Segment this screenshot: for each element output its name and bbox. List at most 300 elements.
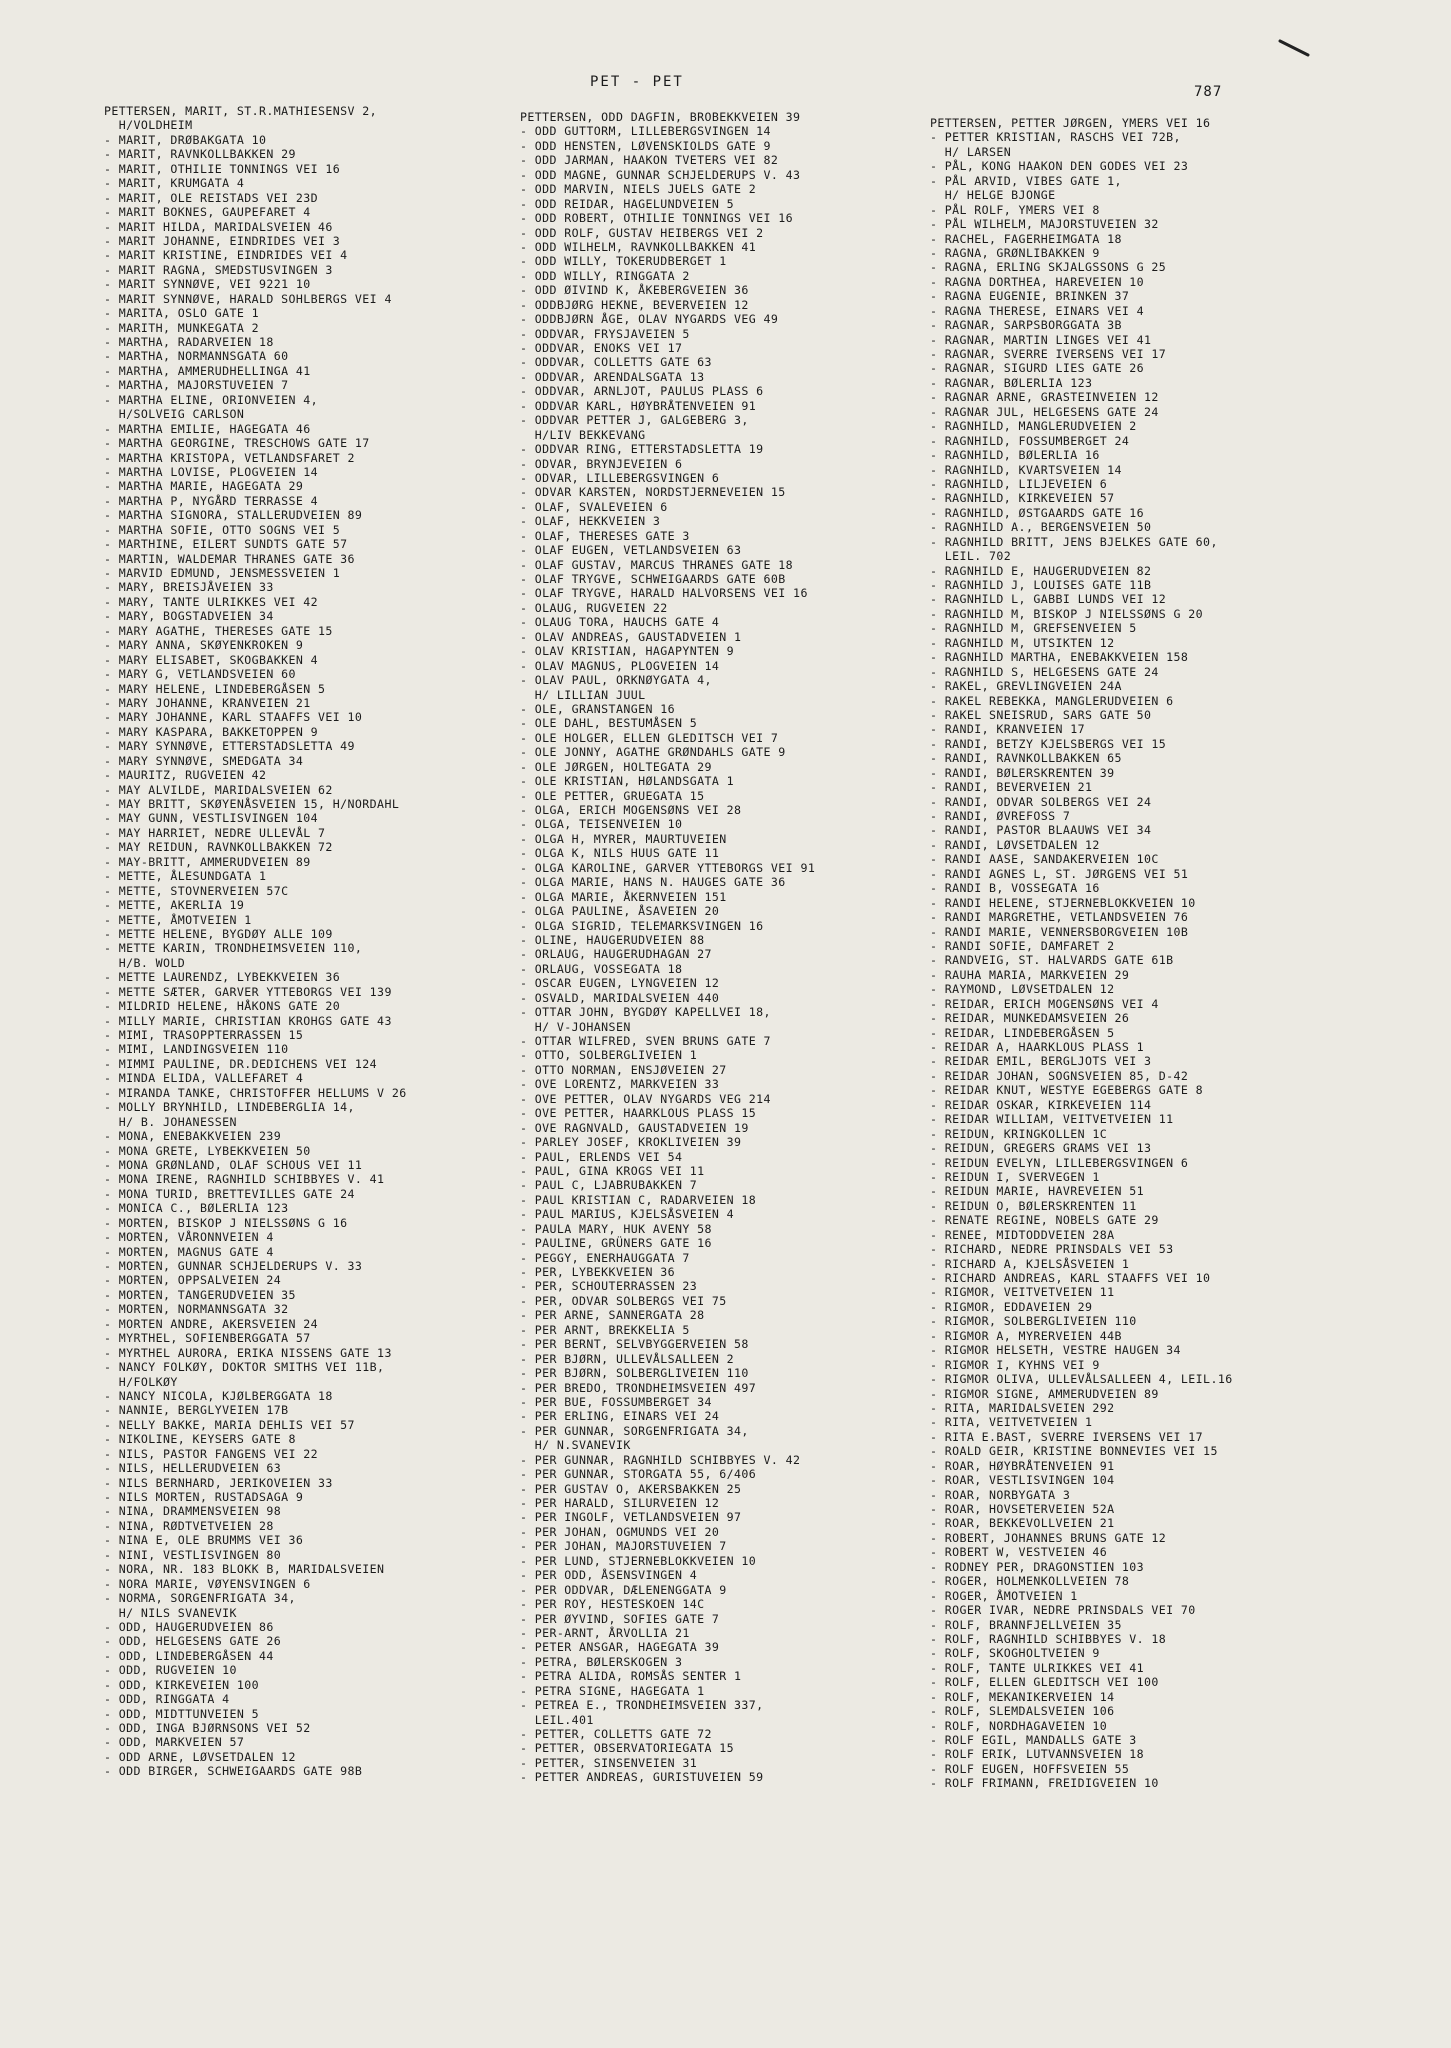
directory-entry: - ODD JARMAN, HAAKON TVETERS VEI 82 xyxy=(520,153,779,168)
directory-entry: - NINA E, OLE BRUMMS VEI 36 xyxy=(104,1533,304,1548)
directory-entry: - ROAR, HOVSETERVEIEN 52A xyxy=(930,1502,1115,1516)
directory-entry: - NILS BERNHARD, JERIKOVEIEN 33 xyxy=(104,1475,333,1490)
directory-entry: - MIMMI PAULINE, DR.DEDICHENS VEI 124 xyxy=(104,1056,378,1071)
directory-entry: - NILS, PASTOR FANGENS VEI 22 xyxy=(104,1446,319,1461)
directory-entry: - PETTER KRISTIAN, RASCHS VEI 72B, xyxy=(930,130,1181,145)
directory-entry: - OLE PETTER, GRUEGATA 15 xyxy=(520,788,705,803)
directory-entry: - NORMA, SORGENFRIGATA 34, xyxy=(104,1591,296,1606)
directory-entry: - ROGER IVAR, NEDRE PRINSDALS VEI 70 xyxy=(930,1603,1196,1618)
directory-entry: - MARIT SYNNØVE, HARALD SOHLBERGS VEI 4 xyxy=(104,291,392,306)
directory-entry: - RIGMOR SIGNE, AMMERUDVEIEN 89 xyxy=(930,1386,1159,1401)
directory-entry: PETTERSEN, ODD DAGFIN, BROBEKKVEIEN 39 xyxy=(520,110,801,124)
directory-entry: - NINA, DRAMMENSVEIEN 98 xyxy=(104,1504,282,1519)
directory-entry: H/FOLKØY xyxy=(104,1374,178,1389)
directory-entry: - RIGMOR, VEITVETVEIEN 11 xyxy=(930,1285,1115,1300)
directory-entry: - RAGNA DORTHEA, HAREVEIEN 10 xyxy=(930,274,1145,289)
directory-entry: - RIGMOR, EDDAVEIEN 29 xyxy=(930,1299,1093,1314)
directory-entry: - RAGNHILD, ØSTGAARDS GATE 16 xyxy=(930,505,1145,520)
directory-entry: - MORTEN, NORMANNSGATA 32 xyxy=(104,1302,289,1317)
directory-entry: - PER JOHAN, MAJORSTUVEIEN 7 xyxy=(520,1539,727,1554)
directory-entry: - RAGNHILD, BØLERLIA 16 xyxy=(930,448,1100,463)
directory-entry: - ROLF ERIK, LUTVANNSVEIEN 18 xyxy=(930,1747,1145,1762)
directory-entry: - PÅL ROLF, YMERS VEI 8 xyxy=(930,202,1100,217)
directory-entry: - PER ARNT, BREKKELIA 5 xyxy=(520,1322,690,1337)
directory-entry: H/ LARSEN xyxy=(930,144,1012,159)
directory-entry: - ODDVAR, FRYSJAVEIEN 5 xyxy=(520,326,690,341)
directory-entry: - ODDBJØRG HEKNE, BEVERVEIEN 12 xyxy=(520,297,749,312)
directory-entry: - ODD ROLF, GUSTAV HEIBERGS VEI 2 xyxy=(520,225,764,240)
directory-entry: - ODDVAR, ARENDALSGATA 13 xyxy=(520,369,705,384)
directory-entry: - RANDI, LØVSETDALEN 12 xyxy=(930,837,1100,852)
directory-entry: - MARIT, RAVNKOLLBAKKEN 29 xyxy=(104,147,296,162)
directory-entry: - OLAV PAUL, ORKNØYGATA 4, xyxy=(520,673,712,688)
directory-entry: - RAGNHILD, KIRKEVEIEN 57 xyxy=(930,491,1115,506)
directory-entry: - NINI, VESTLISVINGEN 80 xyxy=(104,1547,282,1562)
directory-entry: - MARTHA KRISTOPA, VETLANDSFARET 2 xyxy=(104,450,355,465)
directory-entry: - ROAR, NORBYGATA 3 xyxy=(930,1487,1071,1502)
directory-entry: H/VOLDHEIM xyxy=(104,118,193,133)
directory-entry: H/ V-JOHANSEN xyxy=(520,1019,631,1034)
directory-entry: - RAGNHILD M, GREFSENVEIEN 5 xyxy=(930,621,1137,636)
directory-entry: - RITA, MARIDALSVEIEN 292 xyxy=(930,1400,1115,1415)
directory-entry: - ODD, RINGGATA 4 xyxy=(104,1692,230,1707)
directory-entry: - PAUL, ERLENDS VEI 54 xyxy=(520,1149,683,1164)
directory-entry: - PEGGY, ENERHAUGGATA 7 xyxy=(520,1250,690,1265)
directory-entry: LEIL.401 xyxy=(520,1712,594,1727)
directory-entry: - RODNEY PER, DRAGONSTIEN 103 xyxy=(930,1559,1145,1574)
running-head: PET - PET xyxy=(590,74,684,90)
directory-entry: - OLAF GUSTAV, MARCUS THRANES GATE 18 xyxy=(520,557,794,572)
directory-entry: - ROLF FRIMANN, FREIDIGVEIEN 10 xyxy=(930,1776,1159,1791)
directory-entry: - MORTEN ANDRE, AKERSVEIEN 24 xyxy=(104,1316,319,1331)
directory-entry: - PER BERNT, SELVBYGGERVEIEN 58 xyxy=(520,1337,749,1352)
directory-entry: - ODDVAR RING, ETTERSTADSLETTA 19 xyxy=(520,442,764,457)
directory-entry: - OTTO NORMAN, ENSJØVEIEN 27 xyxy=(520,1062,727,1077)
directory-entry: - NIKOLINE, KEYSERS GATE 8 xyxy=(104,1432,296,1447)
directory-entry: - MARTIN, WALDEMAR THRANES GATE 36 xyxy=(104,551,355,566)
directory-entry: - OLE JONNY, AGATHE GRØNDAHLS GATE 9 xyxy=(520,745,786,760)
directory-entry: - ODD GUTTORM, LILLEBERGSVINGEN 14 xyxy=(520,124,771,139)
directory-entry: - METTE, STOVNERVEIEN 57C xyxy=(104,883,289,898)
directory-entry: - PER, SCHOUTERRASSEN 23 xyxy=(520,1279,698,1294)
directory-entry: - OLE KRISTIAN, HØLANDSGATA 1 xyxy=(520,774,735,789)
directory-entry: - RANDVEIG, ST. HALVARDS GATE 61B xyxy=(930,953,1174,968)
directory-entry: - PAUL KRISTIAN C, RADARVEIEN 18 xyxy=(520,1192,757,1207)
directory-entry: - RAGNAR JUL, HELGESENS GATE 24 xyxy=(930,404,1159,419)
directory-entry: - PER BJØRN, ULLEVÅLSALLEEN 2 xyxy=(520,1351,735,1366)
directory-entry: - ROBERT, JOHANNES BRUNS GATE 12 xyxy=(930,1530,1167,1545)
directory-entry: - MARY ANNA, SKØYENKROKEN 9 xyxy=(104,638,304,653)
directory-entry: - REIDUN O, BØLERSKRENTEN 11 xyxy=(930,1198,1137,1213)
directory-entry: - ODD MAGNE, GUNNAR SCHJELDERUPS V. 43 xyxy=(520,167,801,182)
directory-entry: - MAY REIDUN, RAVNKOLLBAKKEN 72 xyxy=(104,840,333,855)
page-number: 787 xyxy=(1194,84,1223,100)
directory-entry: - RAGNAR, SVERRE IVERSENS VEI 17 xyxy=(930,347,1167,361)
directory-entry: - MARIT RAGNA, SMEDSTUSVINGEN 3 xyxy=(104,262,333,277)
directory-entry: - PETRA SIGNE, HAGEGATA 1 xyxy=(520,1683,705,1698)
directory-entry: - NANCY FOLKØY, DOKTOR SMITHS VEI 11B, xyxy=(104,1360,385,1375)
directory-entry: - RANDI SOFIE, DAMFARET 2 xyxy=(930,938,1115,953)
directory-entry: - RAGNHILD, LILJEVEIEN 6 xyxy=(930,476,1108,491)
directory-entry: - NANNIE, BERGLYVEIEN 17B xyxy=(104,1403,289,1418)
directory-entry: - MONA, ENEBAKKVEIEN 239 xyxy=(104,1129,282,1144)
directory-entry: - MARTHINE, EILERT SUNDTS GATE 57 xyxy=(104,537,348,552)
directory-entry: - MORTEN, GUNNAR SCHJELDERUPS V. 33 xyxy=(104,1259,363,1273)
directory-entry: - PER ERLING, EINARS VEI 24 xyxy=(520,1409,720,1424)
directory-entry: - OLAV MAGNUS, PLOGVEIEN 14 xyxy=(520,658,720,673)
directory-entry: - ODDVAR KARL, HØYBRÅTENVEIEN 91 xyxy=(520,398,757,413)
directory-entry: - PETER ANSGAR, HAGEGATA 39 xyxy=(520,1640,720,1655)
directory-entry: - OLGA MARIE, HANS N. HAUGES GATE 36 xyxy=(520,875,786,890)
directory-entry: - OLAF, THERESES GATE 3 xyxy=(520,528,690,543)
directory-entry: - RANDI HELENE, STJERNEBLOKKVEIEN 10 xyxy=(930,895,1196,910)
directory-entry: - REIDUN MARIE, HAVREVEIEN 51 xyxy=(930,1184,1145,1199)
directory-entry: - RAGNA, GRØNLIBAKKEN 9 xyxy=(930,245,1100,260)
directory-entry: - MARY SYNNØVE, SMEDGATA 34 xyxy=(104,753,304,768)
directory-entry: - ODD, HELGESENS GATE 26 xyxy=(104,1634,282,1649)
directory-entry: H/ LILLIAN JUUL xyxy=(520,687,646,702)
directory-entry: - MARTHA ELINE, ORIONVEIEN 4, xyxy=(104,392,319,407)
directory-entry: - RAGNHILD M, UTSIKTEN 12 xyxy=(930,635,1115,650)
directory-entry: - PER GUNNAR, SORGENFRIGATA 34, xyxy=(520,1423,749,1438)
directory-entry: - OLGA KAROLINE, GARVER YTTEBORGS VEI 91 xyxy=(520,860,816,875)
directory-entry: - MARIT HILDA, MARIDALSVEIEN 46 xyxy=(104,219,333,234)
directory-entry: - REIDAR, LINDEBERGÅSEN 5 xyxy=(930,1025,1115,1040)
directory-entry: - ROLF, ELLEN GLEDITSCH VEI 100 xyxy=(930,1675,1159,1690)
directory-entry: - ODVAR, BRYNJEVEIEN 6 xyxy=(520,456,683,471)
directory-entry: - ODD ARNE, LØVSETDALEN 12 xyxy=(104,1749,296,1764)
directory-entry: - NORA, NR. 183 BLOKK B, MARIDALSVEIEN xyxy=(104,1562,385,1577)
directory-entry: - RIGMOR OLIVA, ULLEVÅLSALLEEN 4, LEIL.16 xyxy=(930,1372,1233,1387)
directory-entry: - MARTHA, NORMANNSGATA 60 xyxy=(104,349,289,364)
directory-entry: - OVE RAGNVALD, GAUSTADVEIEN 19 xyxy=(520,1120,749,1135)
directory-entry: - RENATE REGINE, NOBELS GATE 29 xyxy=(930,1213,1159,1228)
directory-entry: - RAKEL SNEISRUD, SARS GATE 50 xyxy=(930,707,1152,722)
directory-entry: - ODD REIDAR, HAGELUNDVEIEN 5 xyxy=(520,196,735,211)
directory-entry: - MORTEN, MAGNUS GATE 4 xyxy=(104,1244,274,1259)
directory-entry: - RAGNHILD A., BERGENSVEIEN 50 xyxy=(930,520,1152,535)
directory-entry: - MORTEN, BISKOP J NIELSSØNS G 16 xyxy=(104,1215,348,1230)
directory-entry: - MARY, TANTE ULRIKKES VEI 42 xyxy=(104,594,319,609)
directory-entry: - RAGNHILD L, GABBI LUNDS VEI 12 xyxy=(930,592,1167,607)
directory-entry: - PER BUE, FOSSUMBERGET 34 xyxy=(520,1394,712,1409)
directory-entry: - MONICA C., BØLERLIA 123 xyxy=(104,1201,289,1216)
directory-entry: - METTE, AKERLIA 19 xyxy=(104,898,245,913)
directory-entry: - MIRANDA TANKE, CHRISTOFFER HELLUMS V 26 xyxy=(104,1085,407,1100)
directory-entry: - PETREA E., TRONDHEIMSVEIEN 337, xyxy=(520,1698,764,1713)
directory-entry: - MAY-BRITT, AMMERUDVEIEN 89 xyxy=(104,854,311,869)
directory-entry: - REIDAR OSKAR, KIRKEVEIEN 114 xyxy=(930,1097,1152,1112)
directory-entry: - REIDAR EMIL, BERGLJOTS VEI 3 xyxy=(930,1054,1152,1069)
directory-entry: - RANDI, ODVAR SOLBERGS VEI 24 xyxy=(930,794,1152,809)
directory-entry: - RAUHA MARIA, MARKVEIEN 29 xyxy=(930,967,1130,982)
directory-entry: - MIMI, LANDINGSVEIEN 110 xyxy=(104,1042,289,1057)
directory-entry: - REIDUN, GREGERS GRAMS VEI 13 xyxy=(930,1141,1152,1156)
column-2 xyxy=(520,110,920,1785)
directory-entry: - RAGNA THERESE, EINARS VEI 4 xyxy=(930,303,1145,318)
directory-entry: - MARIT BOKNES, GAUPEFARET 4 xyxy=(104,205,311,220)
directory-entry: - RAGNAR, SARPSBORGGATA 3B xyxy=(930,318,1122,333)
directory-entry: - ODD, MIDTTUNVEIEN 5 xyxy=(104,1706,259,1721)
directory-entry: - OLGA H, MYRER, MAURTUVEIEN xyxy=(520,831,727,846)
directory-entry: - PAUL C, LJABRUBAKKEN 7 xyxy=(520,1178,698,1193)
directory-entry: - PAUL, GINA KROGS VEI 11 xyxy=(520,1163,705,1178)
directory-entry: - MARTHA EMILIE, HAGEGATA 46 xyxy=(104,421,311,436)
directory-entry: - OLGA SIGRID, TELEMARKSVINGEN 16 xyxy=(520,918,764,933)
directory-entry: - ROAR, HØYBRÅTENVEIEN 91 xyxy=(930,1458,1115,1473)
directory-entry: - MARIT SYNNØVE, VEI 9221 10 xyxy=(104,277,311,292)
directory-entry: - ROLF, TANTE ULRIKKES VEI 41 xyxy=(930,1660,1145,1675)
directory-entry: - OTTO, SOLBERGLIVEIEN 1 xyxy=(520,1048,698,1063)
directory-entry: - MARTHA, MAJORSTUVEIEN 7 xyxy=(104,378,289,393)
directory-entry: - REIDAR KNUT, WESTYE EGEBERGS GATE 8 xyxy=(930,1083,1204,1098)
directory-entry: - MIMI, TRASOPPTERRASSEN 15 xyxy=(104,1028,304,1042)
directory-entry: - RAGNA EUGENIE, BRINKEN 37 xyxy=(930,289,1130,304)
directory-entry: - OLAV KRISTIAN, HAGAPYNTEN 9 xyxy=(520,644,735,659)
directory-entry: - MARIT, OLE REISTADS VEI 23D xyxy=(104,190,319,205)
directory-entry: - REIDUN I, SVERVEGEN 1 xyxy=(930,1169,1100,1184)
directory-entry: - METTE LAURENDZ, LYBEKKVEIEN 36 xyxy=(104,970,341,985)
directory-entry: - RITA, VEITVETVEIEN 1 xyxy=(930,1415,1093,1430)
directory-entry: - MARIT, KRUMGATA 4 xyxy=(104,176,245,191)
directory-entry: - RANDI, ØVREFOSS 7 xyxy=(930,809,1071,823)
directory-entry: - MAURITZ, RUGVEIEN 42 xyxy=(104,768,267,783)
column-1 xyxy=(104,104,504,1779)
directory-entry: - PER JOHAN, OGMUNDS VEI 20 xyxy=(520,1524,720,1539)
directory-entry: - RANDI AGNES L, ST. JØRGENS VEI 51 xyxy=(930,866,1189,881)
directory-entry: - PÅL ARVID, VIBES GATE 1, xyxy=(930,173,1122,188)
directory-entry: - ROLF, MEKANIKERVEIEN 14 xyxy=(930,1689,1115,1704)
directory-entry: - PAULINE, GRÜNERS GATE 16 xyxy=(520,1236,712,1251)
directory-entry: - MARTHA P, NYGÅRD TERRASSE 4 xyxy=(104,493,319,508)
directory-entry: - ODDVAR, ENOKS VEI 17 xyxy=(520,341,683,355)
directory-entry: - RANDI AASE, SANDAKERVEIEN 10C xyxy=(930,852,1159,867)
directory-entry: - ODD, RUGVEIEN 10 xyxy=(104,1663,237,1678)
directory-entry: - REIDAR, ERICH MOGENSØNS VEI 4 xyxy=(930,996,1159,1011)
directory-entry: - PER ODDVAR, DÆLENENGGATA 9 xyxy=(520,1582,727,1597)
directory-entry: - ODD, MARKVEIEN 57 xyxy=(104,1735,245,1750)
directory-entry: - OTTAR JOHN, BYGDØY KAPELLVEI 18, xyxy=(520,1005,771,1020)
directory-entry: - PER GUNNAR, STORGATA 55, 6/406 xyxy=(520,1467,757,1482)
directory-entry: - RICHARD A, KJELSÅSVEIEN 1 xyxy=(930,1256,1130,1271)
directory-entry: - MARY JOHANNE, KARL STAAFFS VEI 10 xyxy=(104,710,363,725)
directory-entry: - MARTHA GEORGINE, TRESCHOWS GATE 17 xyxy=(104,436,370,451)
directory-entry: - ODD, KIRKEVEIEN 100 xyxy=(104,1677,259,1692)
directory-entry: - ODDBJØRN ÅGE, OLAV NYGARDS VEG 49 xyxy=(520,312,779,327)
directory-entry: - MARIT JOHANNE, EINDRIDES VEI 3 xyxy=(104,233,341,248)
directory-entry: - OLAUG TORA, HAUCHS GATE 4 xyxy=(520,615,720,630)
directory-entry: - RIGMOR A, MYRERVEIEN 44B xyxy=(930,1328,1122,1343)
directory-entry: - RAGNA, ERLING SKJALGSSONS G 25 xyxy=(930,260,1167,275)
directory-entry: - ODD ØIVIND K, ÅKEBERGVEIEN 36 xyxy=(520,283,749,298)
directory-entry: - MARY JOHANNE, KRANVEIEN 21 xyxy=(104,695,311,710)
directory-entry: - MOLLY BRYNHILD, LINDEBERGLIA 14, xyxy=(104,1100,355,1115)
directory-entry: - OLGA K, NILS HUUS GATE 11 xyxy=(520,846,720,861)
directory-entry: - PETTER ANDREAS, GURISTUVEIEN 59 xyxy=(520,1770,764,1785)
directory-entry: - RAGNHILD, KVARTSVEIEN 14 xyxy=(930,462,1122,477)
directory-entry: - MAY HARRIET, NEDRE ULLEVÅL 7 xyxy=(104,825,326,840)
directory-entry: - RANDI, PASTOR BLAAUWS VEI 34 xyxy=(930,823,1152,838)
directory-entry: - OLGA, ERICH MOGENSØNS VEI 28 xyxy=(520,803,742,817)
directory-entry: - PAUL MARIUS, KJELSÅSVEIEN 4 xyxy=(520,1207,735,1222)
directory-entry: - PER ODD, ÅSENSVINGEN 4 xyxy=(520,1568,698,1583)
directory-entry: - METTE, ÅMOTVEIEN 1 xyxy=(104,912,252,927)
directory-entry: PETTERSEN, MARIT, ST.R.MATHIESENSV 2, xyxy=(104,104,378,118)
directory-entry: - RIGMOR HELSETH, VESTRE HAUGEN 34 xyxy=(930,1343,1181,1358)
directory-entry: - OLAF TRYGVE, HARALD HALVORSENS VEI 16 xyxy=(520,586,808,601)
directory-entry: H/ HELGE BJONGE xyxy=(930,188,1056,203)
directory-entry: - MORTEN, TANGERUDVEIEN 35 xyxy=(104,1287,296,1302)
directory-entry: - RANDI, BØLERSKRENTEN 39 xyxy=(930,765,1115,780)
directory-entry: - RIGMOR I, KYHNS VEI 9 xyxy=(930,1357,1100,1372)
directory-entry: - OLAF, SVALEVEIEN 6 xyxy=(520,499,668,514)
directory-entry: - NORA MARIE, VØYENSVINGEN 6 xyxy=(104,1576,311,1591)
directory-entry: - ROLF, SLEMDALSVEIEN 106 xyxy=(930,1704,1115,1719)
directory-entry: - ODD BIRGER, SCHWEIGAARDS GATE 98B xyxy=(104,1764,363,1779)
directory-entry: - MARY HELENE, LINDEBERGÅSEN 5 xyxy=(104,681,326,696)
directory-entry: - PER-ARNT, ÅRVOLLIA 21 xyxy=(520,1625,690,1640)
directory-entry: - MARY SYNNØVE, ETTERSTADSLETTA 49 xyxy=(104,739,355,754)
directory-entry: - OLE JØRGEN, HOLTEGATA 29 xyxy=(520,759,712,774)
directory-entry: - MARTHA MARIE, HAGEGATA 29 xyxy=(104,479,304,494)
directory-entry: - RANDI, BEVERVEIEN 21 xyxy=(930,780,1093,795)
directory-entry: - ODD ROBERT, OTHILIE TONNINGS VEI 16 xyxy=(520,211,794,226)
directory-entry: - REIDAR A, HAARKLOUS PLASS 1 xyxy=(930,1040,1145,1054)
directory-entry: - PER, LYBEKKVEIEN 36 xyxy=(520,1265,675,1279)
directory-entry: - PER BJØRN, SOLBERGLIVEIEN 110 xyxy=(520,1366,749,1381)
directory-entry: - PÅL, KONG HAAKON DEN GODES VEI 23 xyxy=(930,159,1189,174)
directory-entry: - ROLF, BRANNFJELLVEIEN 35 xyxy=(930,1617,1122,1632)
directory-entry: - RAKEL REBEKKA, MANGLERUDVEIEN 6 xyxy=(930,693,1174,708)
directory-entry: - RENEE, MIDTODDVEIEN 28A xyxy=(930,1227,1115,1242)
directory-entry: - RANDI MARIE, VENNERSBORGVEIEN 10B xyxy=(930,924,1189,939)
directory-entry: - NILS, HELLERUDVEIEN 63 xyxy=(104,1461,282,1476)
directory-entry: - REIDUN, KRINGKOLLEN 1C xyxy=(930,1126,1108,1141)
directory-entry: - OTTAR WILFRED, SVEN BRUNS GATE 7 xyxy=(520,1034,771,1048)
directory-entry: - OLAUG, RUGVEIEN 22 xyxy=(520,600,668,615)
directory-entry: - RANDI, KRANVEIEN 17 xyxy=(930,722,1085,737)
directory-entry: - NANCY NICOLA, KJØLBERGGATA 18 xyxy=(104,1388,333,1403)
directory-entry: - ROALD GEIR, KRISTINE BONNEVIES VEI 15 xyxy=(930,1444,1218,1459)
pen-mark xyxy=(1278,38,1312,58)
directory-entry: - METTE KARIN, TRONDHEIMSVEIEN 110, xyxy=(104,941,363,956)
directory-entry: - OVE PETTER, HAARKLOUS PLASS 15 xyxy=(520,1106,757,1121)
directory-entry: - PER GUNNAR, RAGNHILD SCHIBBYES V. 42 xyxy=(520,1452,801,1467)
directory-entry: - OVE LORENTZ, MARKVEIEN 33 xyxy=(520,1077,720,1092)
directory-entry: - OLAF TRYGVE, SCHWEIGAARDS GATE 60B xyxy=(520,572,786,586)
directory-entry: - OLGA, TEISENVEIEN 10 xyxy=(520,817,683,832)
directory-entry: - METTE SÆTER, GARVER YTTEBORGS VEI 139 xyxy=(104,984,392,999)
directory-entry: - PER INGOLF, VETLANDSVEIEN 97 xyxy=(520,1510,742,1525)
directory-entry: - ODVAR, LILLEBERGSVINGEN 6 xyxy=(520,470,720,485)
directory-entry: - MARITH, MUNKEGATA 2 xyxy=(104,320,259,335)
directory-entry: - ORLAUG, VOSSEGATA 18 xyxy=(520,961,683,976)
directory-entry: - ORLAUG, HAUGERUDHAGAN 27 xyxy=(520,947,712,962)
directory-entry: - PÅL WILHELM, MAJORSTUVEIEN 32 xyxy=(930,217,1159,232)
directory-entry: - MARTHA, AMMERUDHELLINGA 41 xyxy=(104,363,311,378)
directory-entry: - MAY ALVILDE, MARIDALSVEIEN 62 xyxy=(104,782,333,797)
directory-entry: - MARIT, OTHILIE TONNINGS VEI 16 xyxy=(104,161,341,176)
directory-entry: - MARVID EDMUND, JENSMESSVEIEN 1 xyxy=(104,566,341,580)
directory-entry: - ODD HENSTEN, LØVENSKIOLDS GATE 9 xyxy=(520,138,771,153)
directory-entry: - OLGA MARIE, ÅKERNVEIEN 151 xyxy=(520,889,727,904)
directory-entry: - RAGNHILD M, BISKOP J NIELSSØNS G 20 xyxy=(930,606,1204,621)
directory-entry: - ROGER, ÅMOTVEIEN 1 xyxy=(930,1588,1078,1603)
directory-entry: - RAGNAR, MARTIN LINGES VEI 41 xyxy=(930,332,1152,347)
directory-entry: - OLAF, HEKKVEIEN 3 xyxy=(520,514,661,529)
directory-entry: - ROLF, NORDHAGAVEIEN 10 xyxy=(930,1718,1108,1733)
directory-entry: LEIL. 702 xyxy=(930,549,1012,564)
directory-entry: - RAGNHILD S, HELGESENS GATE 24 xyxy=(930,664,1159,679)
directory-entry: - PETRA ALIDA, ROMSÅS SENTER 1 xyxy=(520,1669,742,1684)
directory-entry: - OLAV ANDREAS, GAUSTADVEIEN 1 xyxy=(520,629,742,644)
directory-entry: - REIDAR WILLIAM, VEITVETVEIEN 11 xyxy=(930,1112,1174,1127)
directory-entry: - MARTHA, RADARVEIEN 18 xyxy=(104,335,274,349)
directory-entry: - OSCAR EUGEN, LYNGVEIEN 12 xyxy=(520,976,720,991)
directory-entry: - OLINE, HAUGERUDVEIEN 88 xyxy=(520,932,705,947)
directory-entry: - RANDI MARGRETHE, VETLANDSVEIEN 76 xyxy=(930,910,1189,925)
directory-entry: - ODD WILHELM, RAVNKOLLBAKKEN 41 xyxy=(520,239,757,254)
directory-entry: - MILLY MARIE, CHRISTIAN KROHGS GATE 43 xyxy=(104,1013,392,1028)
directory-entry: - MORTEN, OPPSALVEIEN 24 xyxy=(104,1273,282,1288)
directory-entry: - RITA E.BAST, SVERRE IVERSENS VEI 17 xyxy=(930,1429,1204,1444)
directory-entry: - ODD MARVIN, NIELS JUELS GATE 2 xyxy=(520,182,757,197)
directory-entry: - ODD WILLY, TOKERUDBERGET 1 xyxy=(520,254,727,269)
directory-entry: - PER GUSTAV O, AKERSBAKKEN 25 xyxy=(520,1481,742,1496)
directory-entry: - ODD WILLY, RINGGATA 2 xyxy=(520,268,690,283)
directory-entry: - RAGNAR ARNE, GRASTEINVEIEN 12 xyxy=(930,390,1159,405)
directory-entry: - MARY AGATHE, THERESES GATE 15 xyxy=(104,623,333,638)
directory-entry: - ROGER, HOLMENKOLLVEIEN 78 xyxy=(930,1574,1130,1589)
directory-entry: - PETTER, SINSENVEIEN 31 xyxy=(520,1755,698,1770)
directory-entry: - PER ARNE, SANNERGATA 28 xyxy=(520,1308,705,1323)
directory-entry: - MAY GUNN, VESTLISVINGEN 104 xyxy=(104,811,319,826)
directory-entry: - MONA GRØNLAND, OLAF SCHOUS VEI 11 xyxy=(104,1157,363,1172)
directory-entry: - MYRTHEL AURORA, ERIKA NISSENS GATE 13 xyxy=(104,1345,392,1360)
directory-entry: - MONA TURID, BRETTEVILLES GATE 24 xyxy=(104,1186,355,1201)
directory-entry: - RANDI, BETZY KJELSBERGS VEI 15 xyxy=(930,736,1167,751)
directory-entry: - OLGA PAULINE, ÅSAVEIEN 20 xyxy=(520,904,720,919)
directory-entry: - OLAF EUGEN, VETLANDSVEIEN 63 xyxy=(520,543,742,558)
directory-entry: - ROLF, RAGNHILD SCHIBBYES V. 18 xyxy=(930,1631,1167,1646)
directory-entry: - MARIT, DRØBAKGATA 10 xyxy=(104,132,267,147)
directory-entry: - OLE DAHL, BESTUMÅSEN 5 xyxy=(520,716,698,731)
directory-entry: - MARY KASPARA, BAKKETOPPEN 9 xyxy=(104,724,319,739)
directory-entry: - ODVAR KARSTEN, NORDSTJERNEVEIEN 15 xyxy=(520,485,786,500)
directory-entry: - ROAR, BEKKEVOLLVEIEN 21 xyxy=(930,1516,1115,1531)
directory-entry: - REIDAR JOHAN, SOGNSVEIEN 85, D-42 xyxy=(930,1068,1189,1083)
directory-entry: H/SOLVEIG CARLSON xyxy=(104,407,245,422)
directory-entry: - PER, ODVAR SOLBERGS VEI 75 xyxy=(520,1293,727,1308)
directory-entry: - PER LUND, STJERNEBLOKKVEIEN 10 xyxy=(520,1553,757,1568)
directory-entry: - ROLF, SKOGHOLTVEIEN 9 xyxy=(930,1646,1100,1661)
directory-entry: - PER ROY, HESTESKOEN 14C xyxy=(520,1597,705,1612)
directory-entry: - MARY, BREISJÅVEIEN 33 xyxy=(104,580,274,595)
directory-entry: - MARTHA SOFIE, OTTO SOGNS VEI 5 xyxy=(104,522,341,537)
directory-entry: - ODD, INGA BJØRNSONS VEI 52 xyxy=(104,1721,311,1735)
directory-entry: - MILDRID HELENE, HÅKONS GATE 20 xyxy=(104,999,341,1014)
directory-entry: - PETTER, OBSERVATORIEGATA 15 xyxy=(520,1741,735,1756)
column-3 xyxy=(930,116,1410,1791)
directory-entry: - RIGMOR, SOLBERGLIVEIEN 110 xyxy=(930,1314,1137,1329)
directory-entry: - RAGNHILD BRITT, JENS BJELKES GATE 60, xyxy=(930,534,1218,549)
directory-entry: - REIDUN EVELYN, LILLEBERGSVINGEN 6 xyxy=(930,1155,1189,1170)
directory-entry: - NINA, RØDTVETVEIEN 28 xyxy=(104,1518,274,1533)
directory-entry: - ODDVAR, ARNLJOT, PAULUS PLASS 6 xyxy=(520,384,764,399)
directory-entry: - MARY, BOGSTADVEIEN 34 xyxy=(104,609,274,624)
directory-entry: - METTE HELENE, BYGDØY ALLE 109 xyxy=(104,926,333,941)
directory-entry: - RANDI B, VOSSEGATA 16 xyxy=(930,881,1100,896)
